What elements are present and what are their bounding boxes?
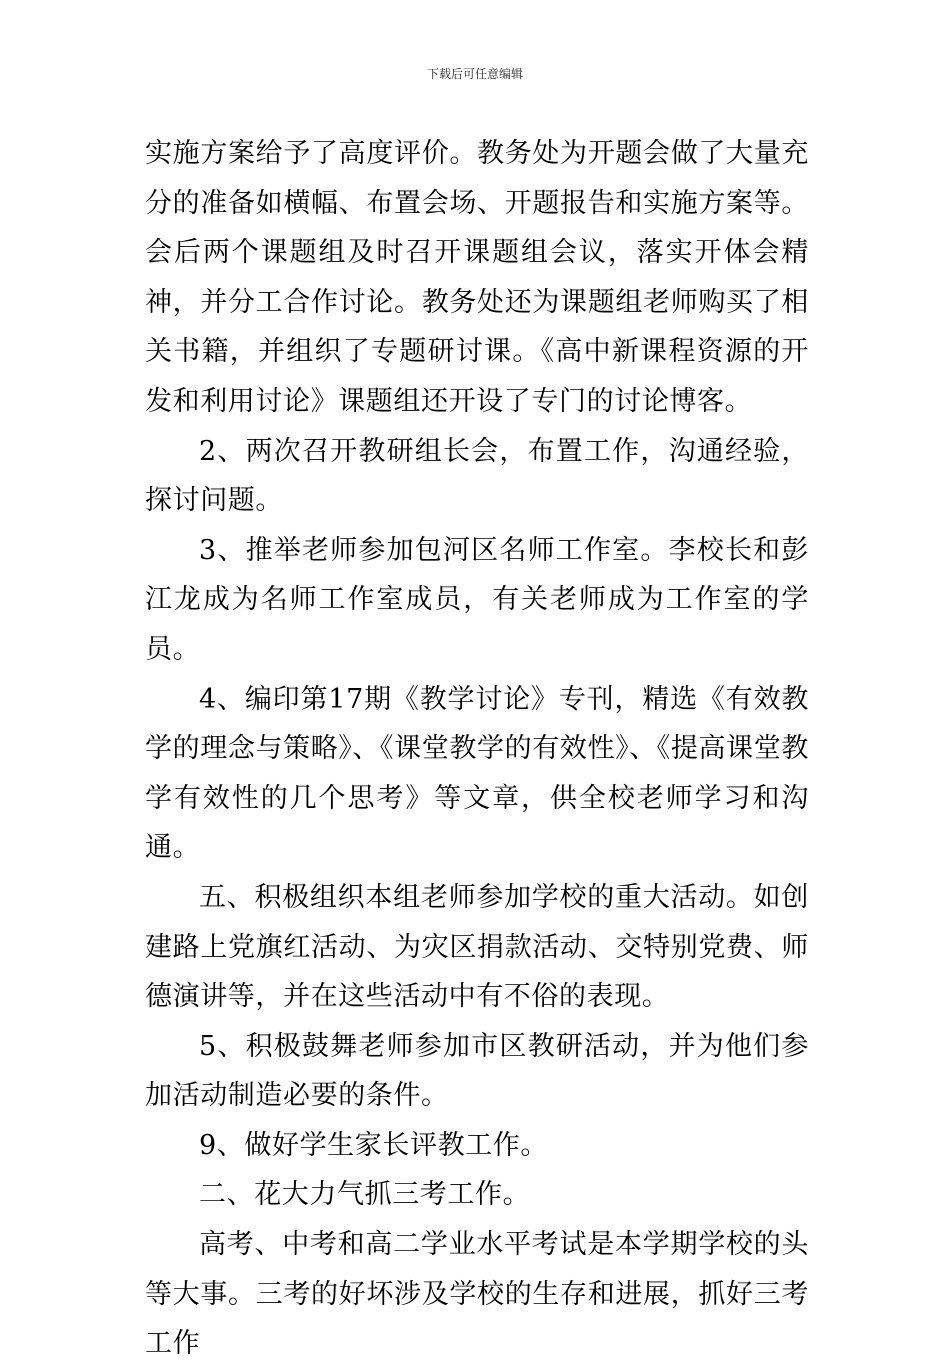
paragraph-exams: 高考、中考和高二学业水平考试是本学期学校的头等大事。三考的好坏涉及学校的生存和进展，抓好三考工作	[145, 1229, 809, 1360]
paragraph-item-5: 5、积极鼓舞老师参加市区教研活动，并为他们参加活动制造必要的条件。	[145, 1030, 809, 1112]
paragraph-continuation: 实施方案给予了高度评价。教务处为开题会做了大量充分的准备如横幅、布置会场、开题报告和实施方案等。会后两个课题组及时召开课题组会议，落实开体会精神，并分工合作讨论。教务处还为课题组老师购买了相关书籍，并组织了专题研讨课。《高中新课程资源的开发和利用讨论》课题组还开设了专门的讨论博客。	[145, 138, 809, 417]
paragraph-item-3: 3、推举老师参加包河区名师工作室。李校长和彭江龙成为名师工作室成员，有关老师成为工作室的学员。	[145, 534, 809, 665]
paragraph-item-4: 4、编印第17期《教学讨论》专刊，精选《有效教学的理念与策略》、《课堂教学的有效性》、《提高课堂教学有效性的几个思考》等文章，供全校老师学习和沟通。	[145, 683, 809, 864]
page-header: 下载后可任意编辑	[426, 67, 523, 81]
paragraph-item-9: 9、做好学生家长评教工作。	[199, 1129, 548, 1161]
paragraph-section-5: 五、积极组织本组老师参加学校的重大活动。如创建路上党旗红活动、为灾区捐款活动、交特别党费、师德演讲等，并在这些活动中有不俗的表现。	[145, 881, 809, 1013]
document-body	[145, 129, 809, 1369]
section-heading-2: 二、花大力气抓三考工作。	[199, 1179, 531, 1211]
paragraph-item-2: 2、两次召开教研组长会，布置工作，沟通经验，探讨问题。	[145, 435, 809, 517]
